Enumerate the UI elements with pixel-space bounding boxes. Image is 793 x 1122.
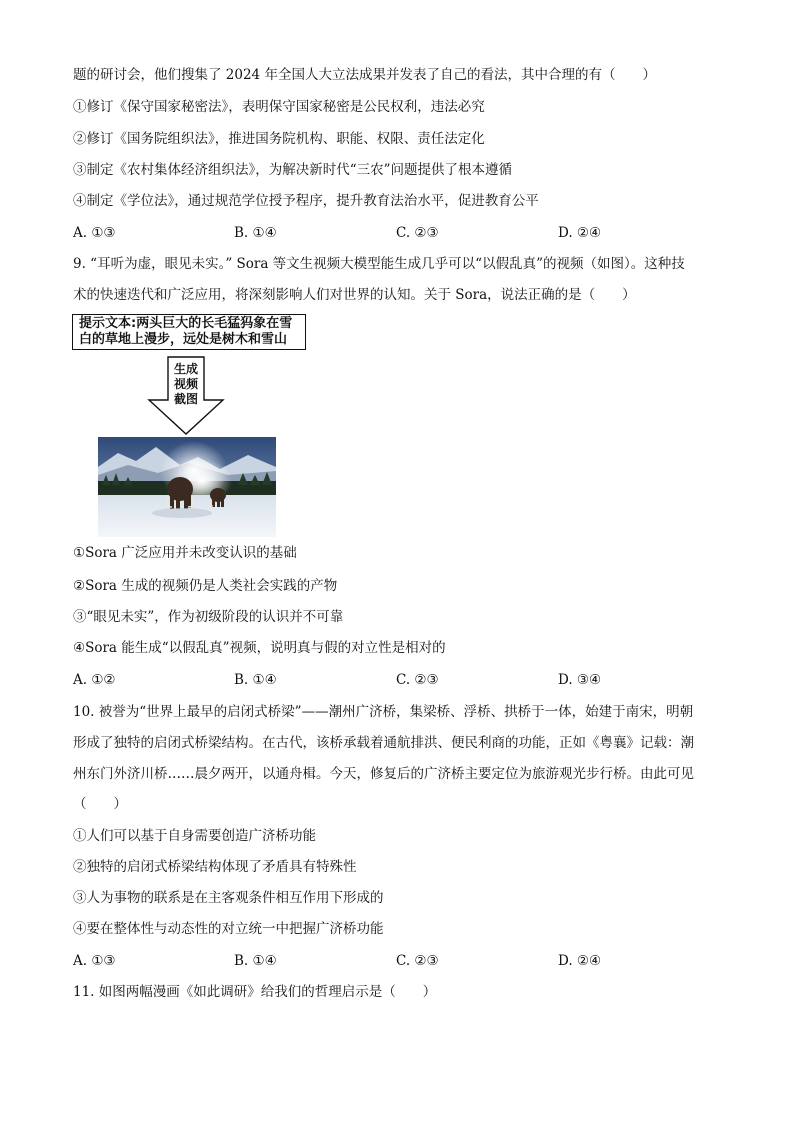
q8-item-3: ③制定《农村集体经济组织法》，为解决新时代“三农”问题提供了根本遵循: [73, 162, 513, 178]
q9-stem-line-2: 术的快速迭代和广泛应用，将深刻影响人们对世界的认知。关于 Sora，说法正确的是（ ）: [73, 287, 636, 303]
prompt-line-2: 白的草地上漫步，远处是树木和雪山: [79, 332, 288, 347]
q9-item-4: ④Sora 能生成“以假乱真”视频，说明真与假的对立性是相对的: [73, 640, 446, 656]
q10-stem-line-1: 10. 被誉为“世界上最早的启闭式桥梁”——潮州广济桥，集梁桥、浮桥、拱桥于一体，始建于南宋，明朝: [73, 704, 694, 720]
q9-item-3: ③“眼见未实”，作为初级阶段的认识并不可靠: [73, 609, 344, 625]
q9-stem-line-1: 9. “耳听为虚，眼见未实。” Sora 等文生视频大模型能生成几乎可以“以假乱真”的视频（如图）。这种技: [73, 256, 685, 272]
q10-option-b: B. ①④: [234, 953, 277, 969]
q8-option-b: B. ①④: [234, 225, 277, 241]
q10-option-d: D. ②④: [558, 953, 602, 969]
q10-item-4: ④要在整体性与动态性的对立统一中把握广济桥功能: [73, 921, 384, 937]
q10-option-a: A. ①③: [73, 953, 116, 969]
q9-option-a: A. ①②: [73, 672, 116, 688]
arrow-label: 生成 视频 截图: [173, 362, 198, 406]
q10-item-1: ①人们可以基于自身需要创造广济桥功能: [73, 828, 316, 844]
q10-item-2: ②独特的启闭式桥梁结构体现了矛盾具有特殊性: [73, 859, 357, 875]
q9-item-1: ①Sora 广泛应用并未改变认识的基础: [73, 545, 297, 561]
q9-option-b: B. ①④: [234, 672, 277, 688]
mammoth-video-screenshot: [98, 437, 276, 537]
q10-stem-line-2: 形成了独特的启闭式桥梁结构。在古代，该桥承载着通航排洪、便民利商的功能，正如《粤襄》记载：潮: [73, 735, 694, 751]
q10-option-c: C. ②③: [396, 953, 439, 969]
prompt-text-box: [72, 314, 306, 350]
q8-option-c: C. ②③: [396, 225, 439, 241]
q10-stem-line-3: 州东门外济川桥……晨夕两开，以通舟楫。今天，修复后的广济桥主要定位为旅游观光步行桥。由此可见: [73, 766, 694, 782]
q9-option-d: D. ③④: [558, 672, 602, 688]
q10-stem-line-4: （ ）: [73, 796, 127, 812]
prompt-line-1: 提示文本:两头巨大的长毛猛犸象在雪: [79, 316, 293, 331]
q8-stem-tail: 题的研讨会，他们搜集了 2024 年全国人大立法成果并发表了自己的看法，其中合理的有（ ）: [73, 67, 656, 83]
q8-item-4: ④制定《学位法》，通过规范学位授予程序，提升教育法治水平，促进教育公平: [73, 193, 539, 209]
q9-item-2: ②Sora 生成的视频仍是人类社会实践的产物: [73, 578, 338, 594]
q8-option-a: A. ①③: [73, 225, 116, 241]
q8-item-1: ①修订《保守国家秘密法》，表明保守国家秘密是公民权利，违法必究: [73, 99, 485, 115]
q8-item-2: ②修订《国务院组织法》，推进国务院机构、职能、权限、责任法定化: [73, 131, 485, 147]
q9-option-c: C. ②③: [396, 672, 439, 688]
q10-item-3: ③人为事物的联系是在主客观条件相互作用下形成的: [73, 890, 384, 906]
q8-option-d: D. ②④: [558, 225, 602, 241]
q11-stem: 11. 如图两幅漫画《如此调研》给我们的哲理启示是（ ）: [73, 984, 437, 1000]
